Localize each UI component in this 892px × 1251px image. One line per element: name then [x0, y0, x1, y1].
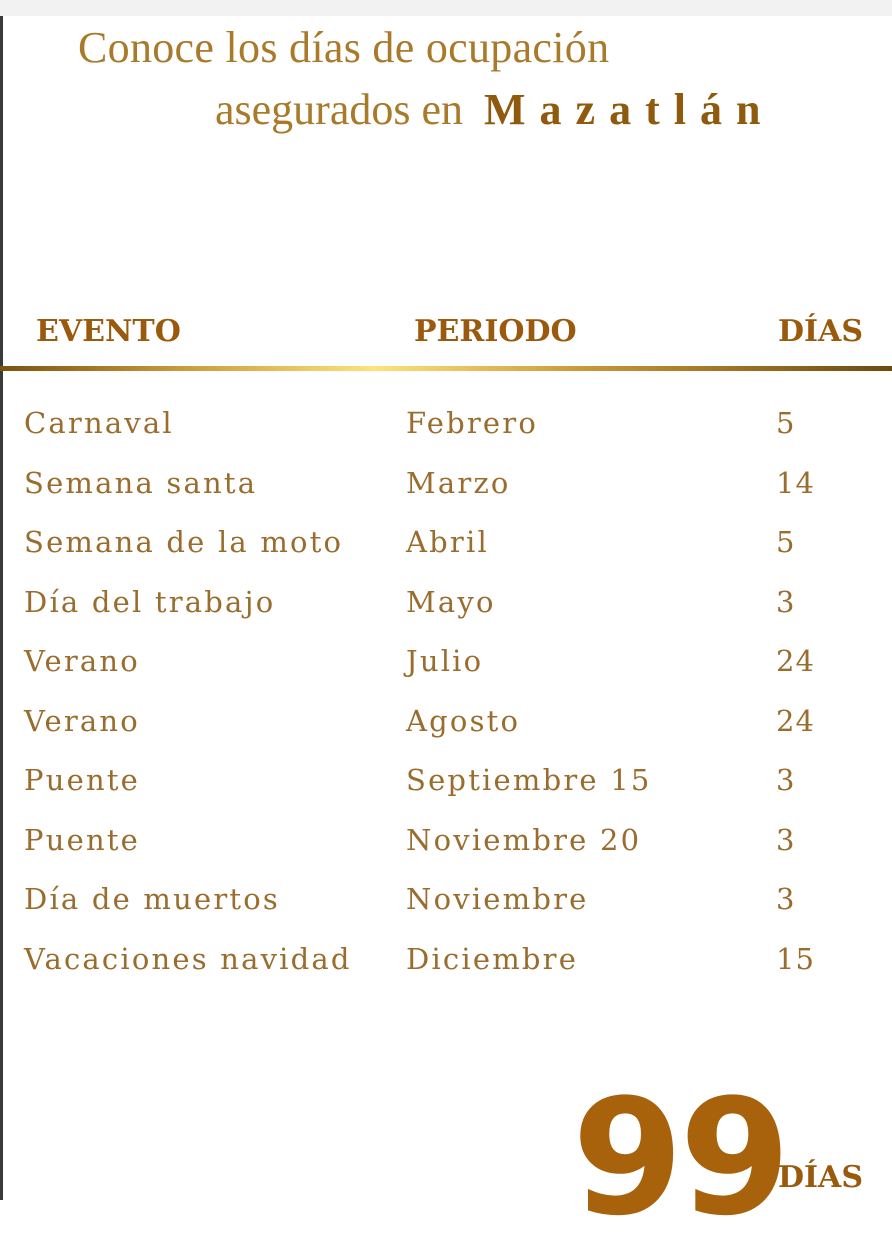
- cell-evento: Puente: [24, 763, 141, 797]
- table-row: [0, 517, 892, 577]
- cell-dias: 5: [776, 525, 796, 559]
- title-prefix: asegurados en: [215, 85, 464, 134]
- cell-evento: Semana de la moto: [24, 525, 344, 559]
- cell-periodo: Marzo: [406, 465, 511, 500]
- cell-evento: Día de muertos: [24, 882, 280, 916]
- cell-dias: 3: [776, 822, 796, 857]
- top-strip: [0, 0, 892, 16]
- cell-evento: Carnaval: [24, 406, 174, 440]
- cell-evento: Semana santa: [24, 465, 258, 500]
- cell-periodo: Mayo: [406, 584, 496, 619]
- cell-periodo: Noviembre 20: [406, 822, 642, 857]
- events-table: [0, 398, 892, 993]
- title-place: Mazatlán: [484, 85, 775, 134]
- table-row: [0, 755, 892, 815]
- cell-dias: 24: [776, 644, 815, 678]
- cell-periodo: Abril: [406, 525, 489, 559]
- column-header-dias: DÍAS: [778, 314, 863, 349]
- cell-evento: Verano: [24, 644, 140, 678]
- cell-dias: 3: [776, 882, 796, 916]
- page-title-line-1: Conoce los días de ocupación: [78, 23, 610, 72]
- cell-periodo: Febrero: [406, 406, 539, 440]
- cell-evento: Día del trabajo: [24, 584, 276, 619]
- cell-dias: 24: [776, 703, 815, 738]
- cell-evento: Puente: [24, 822, 141, 857]
- column-header-periodo: PERIODO: [414, 314, 577, 349]
- cell-periodo: Julio: [406, 644, 484, 678]
- table-row: [0, 696, 892, 756]
- cell-dias: 3: [776, 584, 796, 619]
- total-days-unit: DÍAS: [778, 1160, 863, 1195]
- cell-evento: Vacaciones navidad: [24, 941, 352, 976]
- table-row: [0, 398, 892, 458]
- table-row: [0, 577, 892, 637]
- cell-dias: 5: [776, 406, 796, 440]
- cell-periodo: Septiembre 15: [406, 763, 652, 797]
- cell-dias: 14: [776, 465, 815, 500]
- page-title-line-2: [215, 84, 774, 135]
- cell-dias: 15: [776, 941, 815, 976]
- cell-evento: Verano: [24, 703, 140, 738]
- cell-dias: 3: [776, 763, 796, 797]
- column-header-evento: EVENTO: [36, 314, 181, 349]
- header-divider: [0, 366, 892, 371]
- table-row: [0, 636, 892, 696]
- cell-periodo: Noviembre: [406, 882, 589, 916]
- cell-periodo: Diciembre: [406, 941, 579, 976]
- table-row: [0, 874, 892, 934]
- table-row: [0, 815, 892, 875]
- table-row: [0, 934, 892, 994]
- cell-periodo: Agosto: [406, 703, 521, 738]
- table-row: [0, 458, 892, 518]
- total-days-value: 99: [572, 1064, 787, 1251]
